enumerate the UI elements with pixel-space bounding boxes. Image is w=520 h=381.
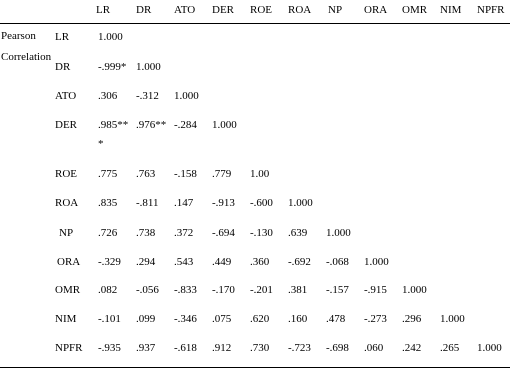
table-cell: -.692 — [288, 256, 311, 268]
row-label-ato: ATO — [55, 90, 77, 102]
row-label-npfr: NPFR — [55, 342, 83, 354]
table-cell: .242 — [402, 342, 422, 354]
row-label-lr: LR — [55, 31, 70, 43]
table-cell: -.935 — [98, 342, 121, 354]
table-cell: .099 — [136, 313, 156, 325]
column-header-np: NP — [328, 4, 343, 16]
table-cell: .726 — [98, 227, 118, 239]
column-header-der: DER — [212, 4, 234, 16]
table-cell: 1.000 — [288, 197, 313, 209]
column-header-ato: ATO — [174, 4, 196, 16]
column-header-dr: DR — [136, 4, 152, 16]
table-top-rule — [0, 23, 510, 24]
row-label-omr: OMR — [55, 284, 81, 296]
table-cell: -.346 — [174, 313, 197, 325]
table-cell: -.068 — [326, 256, 349, 268]
table-cell: 1.000 — [364, 256, 389, 268]
table-cell: -.600 — [250, 197, 273, 209]
table-cell: 1.000 — [174, 90, 199, 102]
table-cell: .937 — [136, 342, 156, 354]
stub-label-pearson: Pearson — [1, 30, 36, 42]
table-cell: 1.000 — [440, 313, 465, 325]
row-label-nim: NIM — [55, 313, 77, 325]
table-cell: .779 — [212, 168, 232, 180]
column-header-nim: NIM — [440, 4, 462, 16]
table-cell: -.694 — [212, 227, 235, 239]
column-header-roa: ROA — [288, 4, 312, 16]
table-cell: .730 — [250, 342, 270, 354]
row-label-roa: ROA — [55, 197, 79, 209]
table-bottom-rule — [0, 367, 510, 368]
table-cell: .372 — [174, 227, 194, 239]
column-header-lr: LR — [96, 4, 111, 16]
table-cell: .620 — [250, 313, 270, 325]
table-cell: -.284 — [174, 119, 197, 131]
table-cell: -.312 — [136, 90, 159, 102]
table-cell: .835 — [98, 197, 118, 209]
table-cell: 1.00 — [250, 168, 270, 180]
stub-label-correlation: Correlation — [1, 51, 52, 63]
table-cell: .306 — [98, 90, 118, 102]
table-cell: .639 — [288, 227, 308, 239]
table-cell: .296 — [402, 313, 422, 325]
row-label-np: NP — [59, 227, 74, 239]
table-cell: .449 — [212, 256, 232, 268]
column-header-ora: ORA — [364, 4, 388, 16]
table-cell-wrap: * — [98, 138, 104, 150]
table-cell: .360 — [250, 256, 270, 268]
table-cell: -.913 — [212, 197, 235, 209]
table-cell: -.170 — [212, 284, 235, 296]
row-label-roe: ROE — [55, 168, 77, 180]
column-header-omr: OMR — [402, 4, 428, 16]
table-cell: .543 — [174, 256, 194, 268]
column-header-roe: ROE — [250, 4, 272, 16]
table-cell: -.723 — [288, 342, 311, 354]
table-cell: .060 — [364, 342, 384, 354]
table-cell: -.999* — [98, 61, 127, 73]
table-cell: -.201 — [250, 284, 273, 296]
table-cell: 1.000 — [212, 119, 237, 131]
table-cell: .082 — [98, 284, 118, 296]
table-cell: -.273 — [364, 313, 387, 325]
row-label-ora: ORA — [57, 256, 81, 268]
table-cell: .075 — [212, 313, 232, 325]
table-cell: .478 — [326, 313, 346, 325]
table-cell: -.101 — [98, 313, 121, 325]
table-cell: .763 — [136, 168, 156, 180]
table-cell: .985** — [98, 119, 129, 131]
row-label-dr: DR — [55, 61, 71, 73]
table-cell: .294 — [136, 256, 156, 268]
table-cell: -.618 — [174, 342, 197, 354]
table-cell: 1.000 — [326, 227, 351, 239]
table-cell: .147 — [174, 197, 194, 209]
table-cell: .160 — [288, 313, 308, 325]
table-cell: .775 — [98, 168, 118, 180]
table-cell: -.915 — [364, 284, 387, 296]
table-cell: -.811 — [136, 197, 159, 209]
table-cell: .976** — [136, 119, 167, 131]
table-cell: 1.000 — [136, 61, 161, 73]
table-cell: -.698 — [326, 342, 349, 354]
table-cell: .738 — [136, 227, 156, 239]
table-cell: .381 — [288, 284, 308, 296]
table-cell: -.130 — [250, 227, 273, 239]
table-cell: .912 — [212, 342, 232, 354]
table-cell: -.833 — [174, 284, 197, 296]
table-cell: -.329 — [98, 256, 121, 268]
table-cell: -.157 — [326, 284, 349, 296]
table-cell: .265 — [440, 342, 460, 354]
table-cell: -.056 — [136, 284, 159, 296]
table-cell: 1.000 — [402, 284, 427, 296]
table-cell: 1.000 — [477, 342, 502, 354]
table-cell: 1.000 — [98, 31, 123, 43]
row-label-der: DER — [55, 119, 77, 131]
column-header-npfr: NPFR — [477, 4, 505, 16]
table-cell: -.158 — [174, 168, 197, 180]
